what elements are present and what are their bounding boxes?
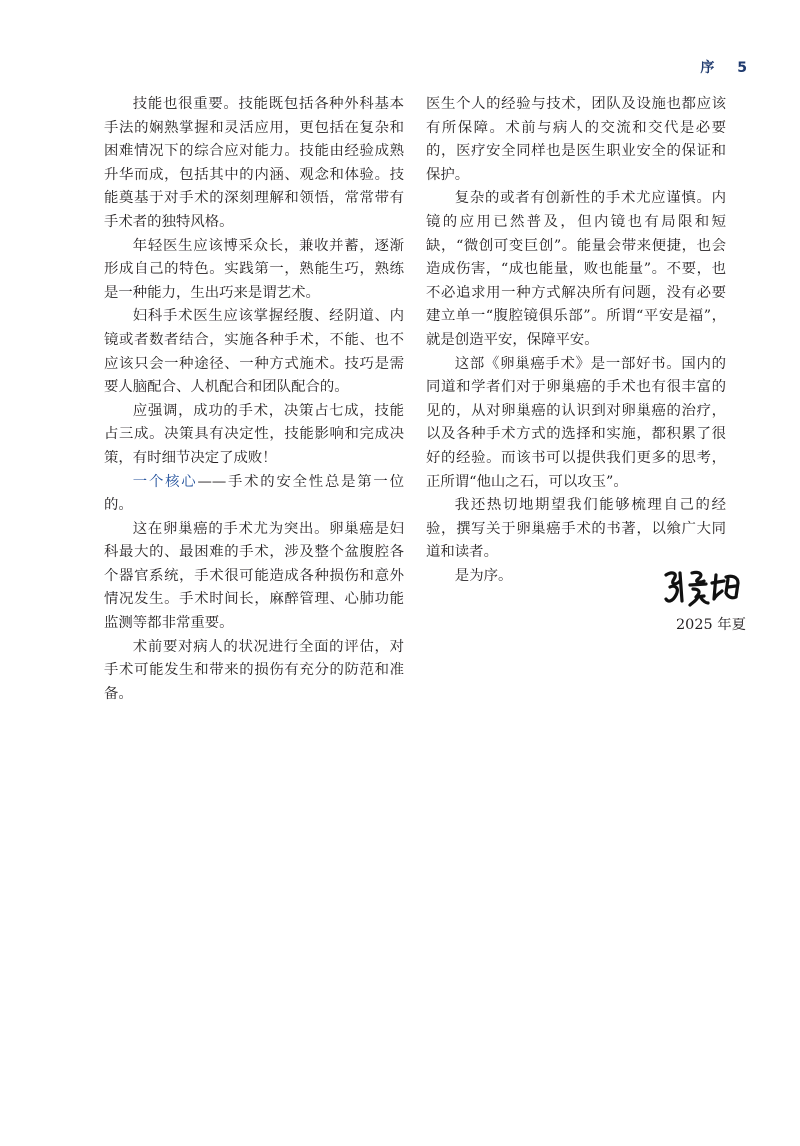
paragraph: 我还热切地期望我们能够梳理自己的经验，撰写关于卵巢癌手术的书著，以飨广大同道和读者。 (426, 497, 726, 561)
paragraph: 术前要对病人的状况进行全面的评估，对手术可能发生和带来的损伤有充分的防范和准备。 (104, 638, 404, 702)
paragraph: 这部《卵巢癌手术》是一部好书。国内的同道和学者们对于卵巢癌的手术也有很丰富的见的，从对卵巢癌的认识到对卵巢癌的治疗，以及各种手术方式的选择和实施，都积累了很好的经验。而该书可以提供我们更多的思考，正所谓“他山之石，可以攻玉”。 (426, 355, 726, 490)
left-column (104, 93, 404, 706)
signature-block (426, 565, 746, 635)
paragraph: 复杂的或者有创新性的手术尤应谨慎。内镜的应用已然普及，但内镜也有局限和短缺，“微创可变巨创”。能量会带来便捷，也会造成伤害，“成也能量，败也能量”。不要，也不必追求用一种方式解决所有问题，没有必要建立单一“腹腔镜俱乐部”。所谓“平安是福”，就是创造平安，保障平安。 (426, 190, 726, 348)
paragraph-continued: 医生个人的经验与技术，团队及设施也都应该有所保障。术前与病人的交流和交代是必要的，医疗安全同样也是医生职业安全的保证和保护。 (426, 96, 726, 183)
signature-date: 2025 年夏 (676, 617, 746, 633)
section-title: 序 (700, 60, 715, 76)
right-column (426, 93, 726, 588)
paragraph: 年轻医生应该博采众长，兼收并蓄，逐渐形成自己的特色。实践第一，熟能生巧，熟练是一种能力，生出巧来是谓艺术。 (104, 237, 404, 301)
paragraph-key-point (104, 471, 404, 518)
key-term: 一个核心 (132, 473, 198, 490)
page-number: 5 (737, 60, 747, 76)
key-point-text: ——手术的安全性总是第一位的。 (104, 473, 404, 514)
paragraph: 是为序。 (454, 567, 513, 584)
paragraph: 妇科手术医生应该掌握经腹、经阴道、内镜或者数者结合，实施各种手术，不能、也不应该只会一种途径、一种方式施术。技巧是需要人脑配合、人机配合和团队配合的。 (104, 308, 404, 396)
paragraph: 这在卵巢癌的手术尤为突出。卵巢癌是妇科最大的、最困难的手术，涉及整个盆腹腔各个器官系统，手术很可能造成各种损伤和意外情况发生。手术时间长，麻醉管理、心肺功能监测等都非常重要。 (104, 520, 404, 632)
running-header (700, 57, 747, 77)
paragraph: 应强调，成功的手术，决策占七成，技能占三成。决策具有决定性，技能影响和完成决策，有时细节决定了成败！ (104, 402, 404, 466)
paragraph: 技能也很重要。技能既包括各种外科基本手法的娴熟掌握和灵活应用，更包括在复杂和困难情况下的综合应对能力。技能由经验成熟升华而成，包括其中的内涵、观念和体验。技能奠基于对手术的深刻理解和领悟，常常带有手术者的独特风格。 (104, 96, 404, 230)
handwritten-signature (660, 565, 746, 609)
